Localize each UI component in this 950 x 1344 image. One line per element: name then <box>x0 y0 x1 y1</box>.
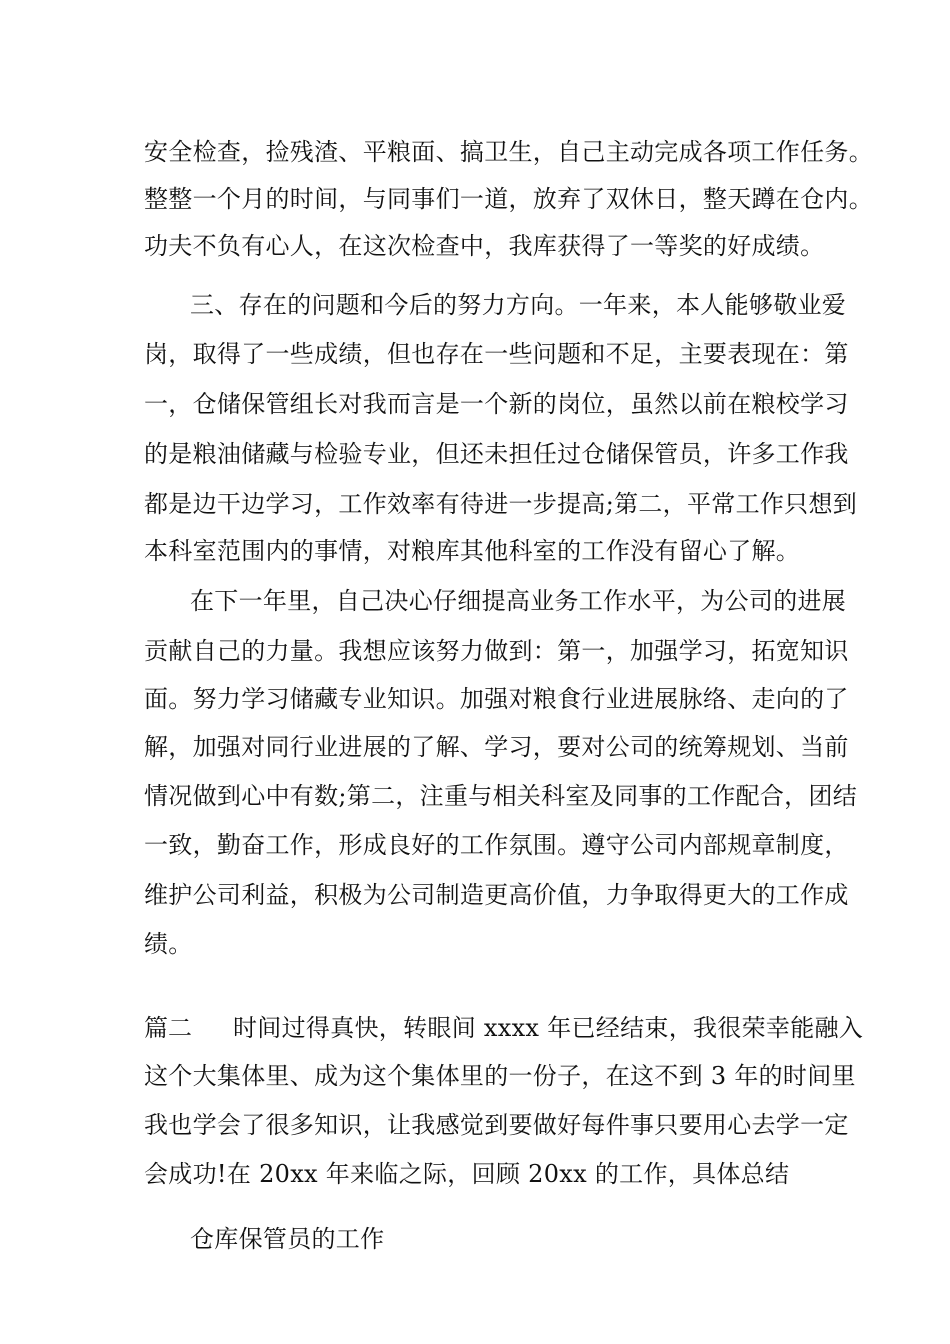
text-line-7: 的是粮油储藏与检验专业，但还未担任过仓储保管员，许多工作我 <box>144 440 849 468</box>
text-line-12: 面。努力学习储藏专业知识。加强对粮食行业进展脉络、走向的了 <box>144 685 849 713</box>
text-line-17: 绩。 <box>144 930 193 958</box>
text-line-3: 功夫不负有心人，在这次检查中，我库获得了一等奖的好成绩。 <box>144 232 825 260</box>
text-line-21: 会成功!在 20xx 年来临之际，回顾 20xx 的工作，具体总结 <box>144 1160 790 1188</box>
text-line-11: 贡献自己的力量。我想应该努力做到：第一，加强学习，拓宽知识 <box>144 637 849 665</box>
text-line-5: 岗，取得了一些成绩，但也存在一些问题和不足，主要表现在：第 <box>144 340 849 368</box>
text-line-6: 一，仓储保管组长对我而言是一个新的岗位，虽然以前在粮校学习 <box>144 390 849 418</box>
text-line-2: 整整一个月的时间，与同事们一道，放弃了双休日，整天蹲在仓内。 <box>144 185 873 213</box>
text-line-1: 安全检查，捡残渣、平粮面、搞卫生，自己主动完成各项工作任务。 <box>144 138 873 166</box>
section-label: 篇二 <box>144 1014 192 1042</box>
text-line-8: 都是边干边学习，工作效率有待进一步提高;第二，平常工作只想到 <box>144 490 858 518</box>
text-line-9: 本科室范围内的事情，对粮库其他科室的工作没有留心了解。 <box>144 537 801 565</box>
subheading-warehouse-keeper: 仓库保管员的工作 <box>190 1225 385 1253</box>
text-line-18: 时间过得真快，转眼间 xxxx 年已经结束，我很荣幸能融入 <box>233 1014 864 1042</box>
text-line-16: 维护公司利益，积极为公司制造更高价值，力争取得更大的工作成 <box>144 881 849 909</box>
paragraph-3-start: 三、存在的问题和今后的努力方向。一年来，本人能够敬业爱 <box>190 291 847 319</box>
paragraph-next-year-start: 在下一年里，自己决心仔细提高业务工作水平，为公司的进展 <box>190 587 847 615</box>
text-line-15: 一致，勤奋工作，形成良好的工作氛围。遵守公司内部规章制度， <box>144 831 849 859</box>
text-line-14: 情况做到心中有数;第二，注重与相关科室及同事的工作配合，团结 <box>144 782 858 810</box>
text-line-19: 这个大集体里、成为这个集体里的一份子，在这不到 3 年的时间里 <box>144 1062 856 1090</box>
text-line-13: 解，加强对同行业进展的了解、学习，要对公司的统筹规划、当前 <box>144 733 849 761</box>
text-line-20: 我也学会了很多知识，让我感觉到要做好每件事只要用心去学一定 <box>144 1111 849 1139</box>
